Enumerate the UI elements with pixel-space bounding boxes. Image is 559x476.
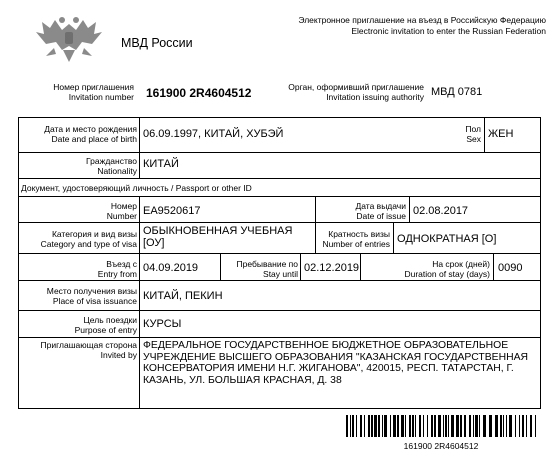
visa-category-line2: [ОУ] xyxy=(143,237,165,249)
visa-category-label-en: Category and type of visa xyxy=(40,239,137,249)
id-document-heading: Документ, удостоверяющий личность / Passport or other ID xyxy=(21,183,252,193)
duration-value: 0090 xyxy=(498,262,523,274)
visa-place-label-ru: Место получения визы xyxy=(46,286,137,296)
visa-category-label xyxy=(41,229,137,249)
issuing-authority-label-ru: Орган, оформивший приглашение xyxy=(288,82,424,92)
inviter-line3: КОНСЕРВАТОРИЯ ИМЕНИ Н.Г. ЖИГАНОВА", 420015, РЕСП. ТАТАРСТАН, Г. xyxy=(143,363,514,374)
duration-label xyxy=(404,259,490,279)
birth-label-ru: Дата и место рождения xyxy=(44,124,137,134)
birth-label-en: Date and place of birth xyxy=(51,134,137,144)
invitation-number-label-ru: Номер приглашения xyxy=(53,82,134,92)
visa-category-value xyxy=(143,225,292,249)
issue-date-label-ru: Дата выдачи xyxy=(355,201,406,211)
sex-label-en: Sex xyxy=(466,134,481,144)
document-title-ru: Электронное приглашение на въезд в Российскую Федерацию xyxy=(298,15,546,25)
stay-until-label-en: Stay until xyxy=(263,269,298,279)
invitation-number: 161900 2R4604512 xyxy=(146,86,252,100)
nationality-label-ru: Гражданство xyxy=(86,156,137,166)
purpose-label-ru: Цель поездки xyxy=(83,315,137,325)
passport-number-label-ru: Номер xyxy=(110,201,137,211)
inviter-label-ru: Приглашающая сторона xyxy=(40,340,137,350)
inviter-label xyxy=(41,340,137,360)
duration-label-en: Duration of stay (days) xyxy=(404,269,490,279)
entries-value: ОДНОКРАТНАЯ [О] xyxy=(397,233,497,245)
nationality-label xyxy=(86,156,137,176)
visa-category-line1: ОБЫКНОВЕННАЯ УЧЕБНАЯ xyxy=(143,225,293,237)
entry-from-label-ru: Въезд с xyxy=(106,259,137,269)
passport-number-value: EA9520617 xyxy=(143,205,201,217)
stay-until-label xyxy=(237,259,298,279)
issue-date-value: 02.08.2017 xyxy=(413,205,469,217)
inviter-value xyxy=(143,340,528,386)
inviter-label-en: Invited by xyxy=(100,350,137,360)
issuing-authority-label-en: Invitation issuing authority xyxy=(326,92,424,102)
sex-label xyxy=(465,124,481,144)
entry-from-label-en: Entry from xyxy=(97,269,137,279)
sex-label-ru: Пол xyxy=(465,124,481,134)
entries-label xyxy=(322,229,390,249)
purpose-value: КУРСЫ xyxy=(143,318,182,330)
entry-from-value: 04.09.2019 xyxy=(143,262,199,274)
duration-label-ru: На срок (дней) xyxy=(432,259,490,269)
issue-date-label xyxy=(356,201,407,221)
invitation-number-label-en: Invitation number xyxy=(68,92,134,102)
inviter-line4: КАЗАНЬ, УЛ. БОЛЬШАЯ КРАСНАЯ, Д. 38 xyxy=(143,374,342,386)
issuing-authority: МВД 0781 xyxy=(431,86,483,98)
visa-place-value: КИТАЙ, ПЕКИН xyxy=(143,290,223,302)
inviter-line2: УЧРЕЖДЕНИЕ ВЫСШЕГО ОБРАЗОВАНИЯ "КАЗАНСКАЯ ГОСУДАРСТВЕННАЯ xyxy=(143,351,529,363)
purpose-label xyxy=(75,315,137,335)
stay-until-value: 02.12.2019 xyxy=(304,262,360,274)
stay-until-label-ru: Пребывание по xyxy=(236,259,298,269)
nationality-value: КИТАЙ xyxy=(143,158,179,170)
passport-number-label xyxy=(107,201,137,221)
birth-label xyxy=(44,124,137,144)
barcode-caption: 161900 2R4604512 xyxy=(403,441,479,451)
inviter-line1: ФЕДЕРАЛЬНОЕ ГОСУДАРСТВЕННОЕ БЮДЖЕТНОЕ ОБРАЗОВАТЕЛЬНОЕ xyxy=(143,340,509,351)
nationality-label-en: Nationality xyxy=(97,166,137,176)
authority-title: МВД России xyxy=(121,36,193,50)
visa-category-label-ru: Категория и вид визы xyxy=(51,229,137,239)
sex-value: ЖЕН xyxy=(488,128,514,140)
purpose-label-en: Purpose of entry xyxy=(74,325,137,335)
visa-place-label-en: Place of visa issuance xyxy=(52,296,137,306)
birth-value: 06.09.1997, КИТАЙ, ХУБЭЙ xyxy=(143,128,284,140)
barcode-icon xyxy=(346,415,536,437)
document-title-en: Electronic invitation to enter the Russian Federation xyxy=(351,26,546,36)
issue-date-label-en: Date of issue xyxy=(356,211,406,221)
passport-number-label-en: Number xyxy=(106,211,137,221)
visa-place-label xyxy=(47,286,137,306)
entries-label-ru: Кратность визы xyxy=(328,229,390,239)
entry-from-label xyxy=(98,259,137,279)
entries-label-en: Number of entries xyxy=(322,239,390,249)
